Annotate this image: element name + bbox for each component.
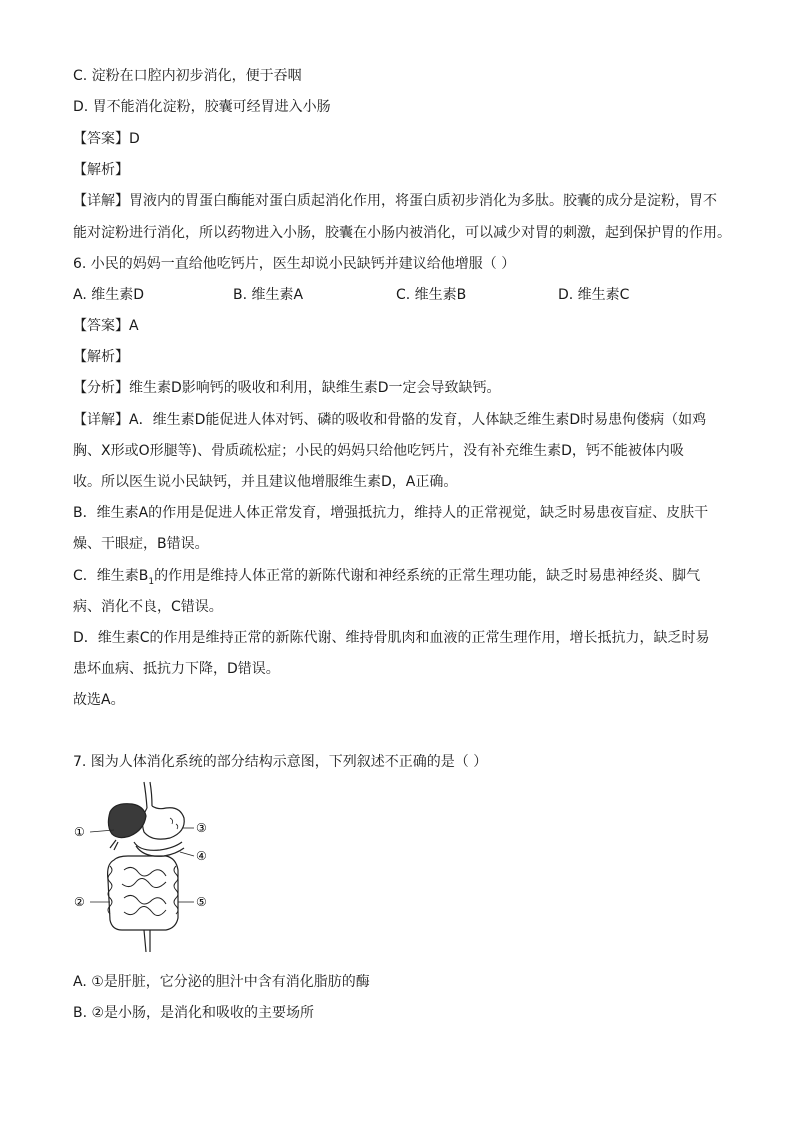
- pancreas-shape: [134, 842, 184, 856]
- q6-conclusion: 故选A。: [73, 692, 125, 708]
- gallbladder-duct: [110, 840, 118, 850]
- esophagus-shape: [144, 782, 152, 808]
- q7-stem: 7. 图为人体消化系统的部分结构示意图，下列叙述不正确的是（ ）: [73, 754, 488, 770]
- diagram-label-2: ②: [74, 895, 85, 909]
- q6-b-line-2: 燥、干眼症，B错误。: [73, 536, 209, 552]
- rectum-shape: [144, 930, 150, 952]
- diagram-label-1: ①: [74, 825, 85, 839]
- large-intestine-shape: [108, 856, 178, 930]
- q7-option-a: A. ①是肝脏，它分泌的胆汁中含有消化脂肪的酶: [73, 974, 370, 990]
- q6-detail-line-2: 胸、X形或O形腿等)、骨质疏松症；小民的妈妈只给他吃钙片，没有补充维生素D，钙不能被体内吸: [73, 443, 684, 459]
- diagram-label-5: ⑤: [196, 895, 207, 909]
- q6-c-prefix: C．维生素B: [73, 568, 149, 584]
- q5-option-c: C. 淀粉在口腔内初步消化，便于吞咽: [73, 68, 302, 84]
- q6-option-a: A. 维生素D: [73, 287, 145, 303]
- q6-answer: 【答案】A: [73, 318, 139, 334]
- stomach-shape: [143, 806, 185, 839]
- q6-detail-line-3: 收。所以医生说小民缺钙，并且建议他增服维生素D，A正确。: [73, 474, 458, 490]
- q6-detail-line-1: 【详解】A．维生素D能促进人体对钙、磷的吸收和骨骼的发育，人体缺乏维生素D时易患佝偻病（如鸡: [73, 412, 707, 428]
- diagram-label-4: ④: [196, 849, 207, 863]
- q6-option-d: D. 维生素C: [558, 287, 630, 303]
- q5-option-d: D. 胃不能消化淀粉，胶囊可经胃进入小肠: [73, 99, 331, 115]
- q5-answer: 【答案】D: [73, 131, 140, 147]
- q5-analysis-title: 【解析】: [73, 162, 129, 178]
- small-intestine-coils: [122, 867, 166, 915]
- q6-b-line-1: B．维生素A的作用是促进人体正常发育，增强抵抗力，维持人的正常视觉，缺乏时易患夜盲症、皮肤干: [73, 505, 709, 521]
- q5-detail-line-2: 能对淀粉进行消化，所以药物进入小肠，胶囊在小肠内被消化，可以减少对胃的刺激，起到保护胃的作用。: [73, 225, 731, 241]
- q6-d-line-1: D．维生素C的作用是维持正常的新陈代谢、维持骨肌肉和血液的正常生理作用，增长抵抗力，缺乏时易: [73, 630, 710, 646]
- q6-option-b: B. 维生素A: [233, 287, 304, 303]
- q7-option-b: B. ②是小肠，是消化和吸收的主要场所: [73, 1005, 315, 1021]
- stomach-texture: [170, 818, 178, 829]
- q6-stem: 6. 小民的妈妈一直给他吃钙片，医生却说小民缺钙并建议给他增服（ ）: [73, 256, 516, 272]
- q6-d-line-2: 患坏血病、抵抗力下降，D错误。: [73, 661, 280, 677]
- q6-c-line-2: 病、消化不良，C错误。: [73, 599, 223, 615]
- q6-analysis: 【分析】维生素D影响钙的吸收和利用，缺维生素D一定会导致缺钙。: [73, 380, 501, 396]
- liver-shape: [108, 804, 146, 838]
- q6-option-c: C. 维生素B: [396, 287, 467, 303]
- diagram-label-3: ③: [196, 821, 207, 835]
- q6-c-subscript: 1: [148, 576, 155, 587]
- q6-c-line-1: [73, 566, 700, 592]
- leader-line-4: [180, 852, 194, 856]
- q6-c-suffix: 的作用是维持人体正常的新陈代谢和神经系统的正常生理功能，缺乏时易患神经炎、脚气: [154, 568, 701, 584]
- q5-detail-line-1: 【详解】胃液内的胃蛋白酶能对蛋白质起消化作用，将蛋白质初步消化为多肽。胶囊的成分是淀粉，胃不: [73, 193, 717, 209]
- digestive-system-diagram: [70, 780, 220, 955]
- q6-analysis-title: 【解析】: [73, 349, 129, 365]
